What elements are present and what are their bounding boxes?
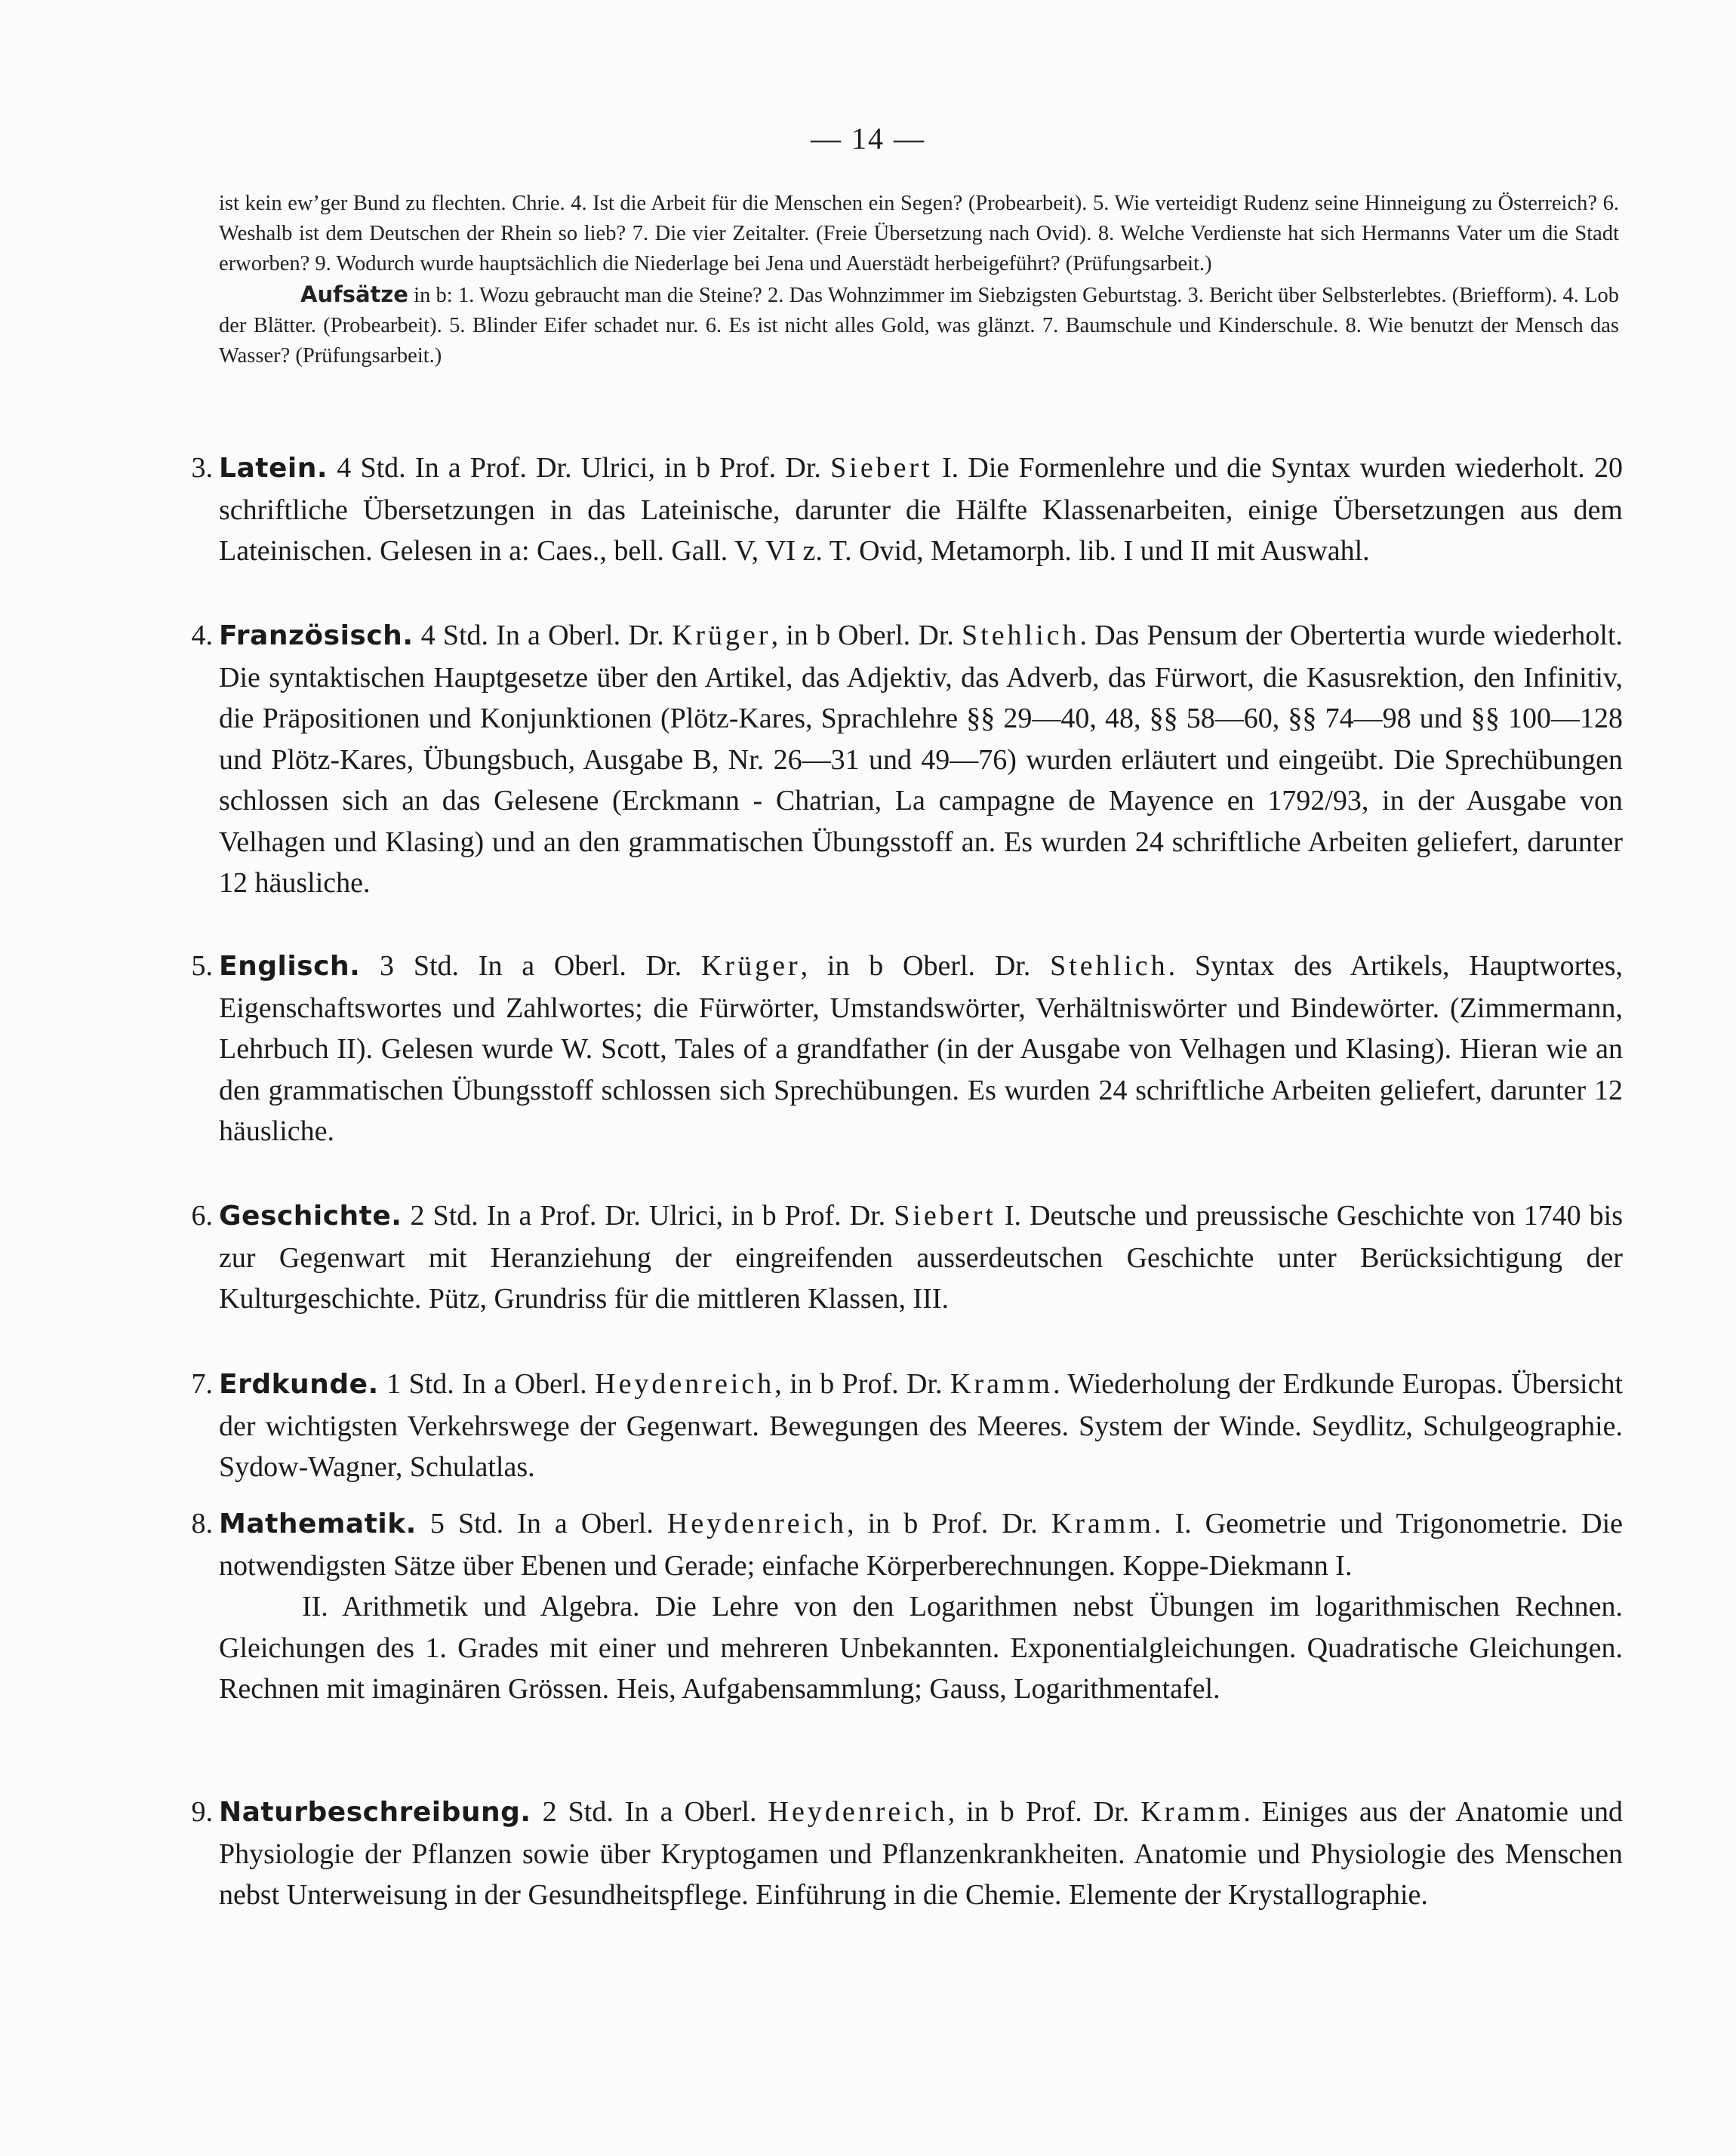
teacher-name-2: Kramm — [1051, 1508, 1154, 1539]
section-naturbeschreibung — [166, 1792, 1623, 1916]
section-text: Erdkunde. 1 Std. In a Oberl. Heydenreich, in b Prof. Dr. Kramm. Wiederholung der Erdkunde Europas. Übersicht der wichtigsten Verkehrswege der Gegenwart. Bewegungen des Meeres. System der Winde. Seydlitz, Schulgeographie. Sydow-Wagner, Schulatlas. — [219, 1368, 1624, 1483]
section-heading: Naturbeschreibung. — [219, 1797, 531, 1828]
section-mathematik — [166, 1503, 1623, 1710]
teacher-name-2: Kramm — [1140, 1796, 1244, 1828]
section-heading: Mathematik. — [219, 1509, 417, 1539]
section-text: Latein. 4 Std. In a Prof. Dr. Ulrici, in b Prof. Dr. Siebert I. Die Formenlehre und die Syntax wurden wiederholt. 20 schriftliche Übersetzungen in das Lateinische, darunter die Hälfte Klassenarbeiten, einige Übersetzungen aus dem Lateinischen. Gelesen in a: Caes., bell. Gall. V, VI z. T. Ovid, Metamorph. lib. I und II mit Auswahl. — [219, 452, 1623, 567]
section-heading: Erdkunde. — [219, 1369, 379, 1400]
section-number: 6. — [191, 1200, 213, 1232]
section-heading: Latein. — [219, 453, 328, 484]
section-heading: Englisch. — [219, 951, 361, 982]
section-number: 3. — [191, 452, 213, 484]
teacher-name: Siebert — [894, 1200, 996, 1232]
teacher-name: Heydenreich — [595, 1368, 775, 1400]
section-text: Englisch. 3 Std. In a Oberl. Dr. Krüger, in b Oberl. Dr. Stehlich. Syntax des Artikels, Hauptwortes, Eigenschaftswortes und Zahlwortes; die Fürwörter, Umstandswörter, Verhältniswörter und Bindewörter. (Zimmermann, Lehrbuch II). Gelesen wurde W. Scott, Tales of a grandfather (in der Ausgabe von Velhagen und Klasing). Hieran wie an den grammatischen Übungsstoff schlossen sich Sprechübungen. Es wurden 24 schriftliche Arbeiten geliefert, darunter 12 häusliche. — [219, 950, 1624, 1147]
section-number: 7. — [191, 1368, 213, 1400]
section-geschichte — [166, 1195, 1623, 1320]
section-text: Französisch. 4 Std. In a Oberl. Dr. Krüger, in b Oberl. Dr. Stehlich. Das Pensum der Obertertia wurde wiederholt. Die syntaktischen Hauptgesetze über den Artikel, das Adjektiv, das Adverb, das Fürwort, die Kasusrektion, den Infinitiv, die Präpositionen und Konjunktionen (Plötz-Kares, Sprachlehre §§ 29—40, 48, §§ 58—60, §§ 74—98 und §§ 100—128 und Plötz-Kares, Übungsbuch, Ausgabe B, Nr. 26—31 und 49—76) wurden erläutert und eingeübt. Die Sprechübungen schlossen sich an das Gelesene (Erckmann - Chatrian, La campagne de Mayence en 1792/93, in der Ausgabe von Velhagen und Klasing) und an den grammatischen Übungsstoff an. Es wurden 24 schriftliche Arbeiten geliefert, darunter 12 häusliche. — [219, 620, 1624, 899]
teacher-name-2: Stehlich — [1050, 950, 1168, 982]
section-heading: Französisch. — [219, 620, 414, 651]
teacher-name: Heydenreich — [768, 1796, 948, 1828]
teacher-name-2: Kramm — [950, 1368, 1054, 1400]
section-number: 8. — [191, 1508, 213, 1539]
section-text: Geschichte. 2 Std. In a Prof. Dr. Ulrici, in b Prof. Dr. Siebert I. Deutsche und preussische Geschichte von 1740 bis zur Gegenwart mit Heranziehung der eingreifenden ausserdeutschen Geschichte unter Berücksichtigung der Kulturgeschichte. Pütz, Grundriss für die mittleren Klassen, III. — [219, 1200, 1623, 1315]
section-number: 5. — [191, 950, 213, 982]
teacher-name: Krüger — [671, 620, 771, 651]
intro-paragraph: ist kein ew’ger Bund zu flechten. Chrie. 4. Ist die Arbeit für die Menschen ein Segen? (Probearbeit). 5. Wie verteidigt Rudenz seine Hinneigung zu Österreich? 6. Weshalb ist dem Deutschen der Rhein so lieb? 7. Die vier Zeitalter. (Freie Übersetzung nach Ovid). 8. Welche Verdienste hat sich Hermanns Vater um die Stadt erworben? 9. Wodurch wurde hauptsächlich die Niederlage bei Jena und Auerstädt herbeigeführt? (Prüfungsarbeit.) — [219, 192, 1619, 275]
section-text-part-2: II. Arithmetik und Algebra. Die Lehre von den Logarithmen nebst Übungen im logarithmischen Rechnen. Gleichungen des 1. Grades mit einer und mehreren Unbekannten. Exponentialgleichungen. Quadratische Gleichungen. Rechnen mit imaginären Grössen. Heis, Aufgabensammlung; Gauss, Logarithmentafel. — [219, 1591, 1623, 1705]
section-heading: Geschichte. — [219, 1201, 402, 1232]
aufsaetze-heading: Aufsätze — [300, 281, 408, 307]
teacher-name: Krüger — [700, 950, 801, 982]
section-englisch — [166, 946, 1623, 1152]
page-number: — 14 — — [811, 121, 925, 155]
section-latein — [166, 448, 1623, 572]
section-number: 4. — [191, 620, 213, 651]
section-franzoesisch — [166, 615, 1623, 904]
intro-block — [219, 189, 1619, 371]
section-erdkunde — [166, 1364, 1623, 1488]
section-text: Naturbeschreibung. 2 Std. In a Oberl. Heydenreich, in b Prof. Dr. Kramm. Einiges aus der Anatomie und Physiologie der Pflanzen sowie über Kryptogamen und Pflanzenkrankheiten. Anatomie und Physiologie des Menschen nebst Unterweisung in der Gesundheitspflege. Einführung in die Chemie. Elemente der Krystallographie. — [219, 1796, 1624, 1911]
aufsaetze-text: in b: 1. Wozu gebraucht man die Steine? 2. Das Wohnzimmer im Siebzigsten Geburtstag. 3. Bericht über Selbsterlebtes. (Briefform). 4. Lob der Blätter. (Probearbeit). 5. Blinder Eifer schadet nur. 6. Es ist nicht alles Gold, was glänzt. 7. Baumschule und Kinderschule. 8. Wie benutzt der Mensch das Wasser? (Prüfungsarbeit.) — [219, 284, 1619, 368]
teacher-name-2: Stehlich — [962, 620, 1080, 651]
teacher-name: Siebert — [830, 452, 933, 484]
teacher-name: Heydenreich — [666, 1508, 848, 1539]
section-number: 9. — [191, 1796, 213, 1828]
section-text: Mathematik. 5 Std. In a Oberl. Heydenreich, in b Prof. Dr. Kramm. I. Geometrie und Trigonometrie. Die notwendigsten Sätze über Ebenen und Gerade; einfache Körperberechnungen. Koppe-Diekmann I. — [219, 1508, 1624, 1582]
aufsaetze-paragraph — [219, 279, 1619, 371]
